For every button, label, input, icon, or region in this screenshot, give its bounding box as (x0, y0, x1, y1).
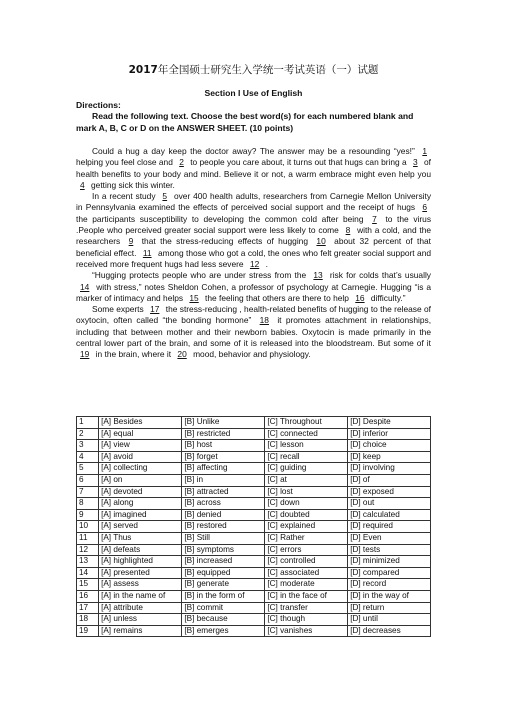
passage-text: “Hugging protects people who are under stress from the (92, 270, 307, 281)
option-row (77, 625, 431, 637)
blank-number: 18 (259, 315, 269, 326)
blank-number: 17 (150, 304, 160, 315)
option-cell: [D] required (348, 521, 431, 533)
blank-number: 19 (80, 349, 90, 360)
passage-text: In a recent study (92, 191, 156, 202)
options-table (76, 416, 431, 637)
option-cell: [A] devoted (99, 486, 182, 498)
passage-text: . (265, 258, 268, 269)
option-row (77, 451, 431, 463)
option-cell: [C] lesson (265, 440, 348, 452)
option-cell: [D] compared (348, 567, 431, 579)
passage-paragraph (76, 270, 431, 304)
option-cell: [D] keep (348, 451, 431, 463)
option-cell: [A] attribute (99, 602, 182, 614)
passage-text: that the stress-reducing effects of hugging (141, 236, 308, 247)
option-row (77, 521, 431, 533)
option-row (77, 602, 431, 614)
option-cell: [C] Rather (265, 532, 348, 544)
option-cell: [C] doubted (265, 509, 348, 521)
option-cell: [A] defeats (99, 544, 182, 556)
option-cell: [A] equal (99, 428, 182, 440)
option-cell: [C] explained (265, 521, 348, 533)
option-row (77, 440, 431, 452)
question-number: 8 (77, 498, 99, 510)
question-number: 12 (77, 544, 99, 556)
option-row (77, 567, 431, 579)
option-cell: [B] denied (182, 509, 265, 521)
passage-text: about 32 percent of that beneficial effect. (76, 236, 432, 258)
option-cell: [B] Still (182, 532, 265, 544)
option-cell: [B] host (182, 440, 265, 452)
option-cell: [C] Throughout (265, 417, 348, 429)
option-cell: [B] forget (182, 451, 265, 463)
option-cell: [B] generate (182, 579, 265, 591)
option-row (77, 556, 431, 568)
passage-text: to people you care about, it turns out that hugs can bring a (190, 157, 407, 168)
blank-number: 6 (422, 202, 427, 213)
option-cell: [C] down (265, 498, 348, 510)
passage-text: it promotes attachment in relationships, including that between mother and their newborn babies. Oxytocin is made primarily in the central lower part of the brain, and some of it is released into the bloodstream. But some of it (76, 315, 432, 349)
option-cell: [C] vanishes (265, 625, 348, 637)
blank-number: 9 (128, 236, 134, 247)
option-cell: [D] minimized (348, 556, 431, 568)
option-cell: [D] involving (348, 463, 431, 475)
passage-paragraph (76, 191, 431, 270)
question-number: 7 (77, 486, 99, 498)
passage-text: among those who got a cold, the ones who felt greater social support and received more frequent hugs had less severe (76, 247, 432, 269)
option-cell: [C] guiding (265, 463, 348, 475)
option-row (77, 590, 431, 602)
passage-text: helping you feel close and (76, 157, 173, 168)
blank-number: 20 (177, 349, 187, 360)
blank-number: 3 (413, 157, 418, 168)
option-cell: [A] along (99, 498, 182, 510)
option-row (77, 509, 431, 521)
question-number: 19 (77, 625, 99, 637)
directions-text: Read the following text. Choose the best word(s) for each numbered blank and mark A, B, C or D on the ANSWER SHEET. (10 points) (76, 111, 414, 133)
option-cell: [B] equipped (182, 567, 265, 579)
option-cell: [B] restored (182, 521, 265, 533)
option-cell: [B] across (182, 498, 265, 510)
option-cell: [C] lost (265, 486, 348, 498)
option-cell: [D] calculated (348, 509, 431, 521)
option-row (77, 463, 431, 475)
option-cell: [D] until (348, 614, 431, 626)
option-cell: [D] exposed (348, 486, 431, 498)
blank-number: 12 (249, 258, 260, 269)
passage-text: getting sick this winter. (91, 179, 175, 190)
option-cell: [D] out (348, 498, 431, 510)
passage-paragraph (76, 304, 431, 360)
passage-paragraph (76, 146, 431, 191)
option-cell: [D] decreases (348, 625, 431, 637)
blank-number: 11 (142, 247, 152, 258)
option-cell: [C] in the face of (265, 590, 348, 602)
option-cell: [D] tests (348, 544, 431, 556)
option-cell: [B] Unlike (182, 417, 265, 429)
passage-text: risk for colds that’s usually (329, 270, 431, 281)
option-cell: [D] in the way of (348, 590, 431, 602)
passage-text: with a cold, and the researchers (76, 225, 432, 247)
option-cell: [A] assess (99, 579, 182, 591)
title-year: 2017 (128, 64, 158, 76)
question-number: 16 (77, 590, 99, 602)
question-number: 1 (77, 417, 99, 429)
question-number: 14 (77, 567, 99, 579)
option-cell: [A] avoid (99, 451, 182, 463)
passage-text: Could a hug a day keep the doctor away? The answer may be a resounding “yes!” (92, 146, 415, 156)
option-cell: [C] errors (265, 544, 348, 556)
question-number: 4 (77, 451, 99, 463)
option-cell: [B] in the form of (182, 590, 265, 602)
blank-number: 2 (179, 157, 184, 168)
option-cell: [A] Besides (99, 417, 182, 429)
blank-number: 16 (355, 292, 365, 303)
option-cell: [D] choice (348, 440, 431, 452)
option-cell: [D] Even (348, 532, 431, 544)
question-number: 2 (77, 428, 99, 440)
passage-text: to the virus .People who perceived greater social support were less likely to come (76, 213, 432, 236)
option-cell: [D] Despite (348, 417, 431, 429)
option-row (77, 498, 431, 510)
option-cell: [A] unless (99, 614, 182, 626)
option-cell: [D] record (348, 579, 431, 591)
option-cell: [B] symptoms (182, 544, 265, 556)
option-cell: [A] served (99, 521, 182, 533)
question-number: 3 (77, 440, 99, 452)
question-number: 18 (77, 614, 99, 626)
option-row (77, 428, 431, 440)
question-number: 15 (77, 579, 99, 591)
option-cell: [C] recall (265, 451, 348, 463)
option-cell: [C] moderate (265, 579, 348, 591)
question-number: 9 (77, 509, 99, 521)
exam-title (76, 62, 431, 77)
blank-number: 5 (162, 191, 168, 202)
option-cell: [A] in the name of (99, 590, 182, 602)
blank-number: 4 (80, 179, 85, 190)
option-cell: [C] controlled (265, 556, 348, 568)
option-cell: [B] in (182, 474, 265, 486)
option-cell: [A] imagined (99, 509, 182, 521)
directions-heading: Directions: (76, 100, 121, 110)
option-row (77, 486, 431, 498)
option-row (77, 417, 431, 429)
option-cell: [B] because (182, 614, 265, 626)
blank-number: 13 (313, 270, 323, 281)
option-cell: [A] highlighted (99, 556, 182, 568)
option-cell: [B] restricted (182, 428, 265, 440)
option-row (77, 579, 431, 591)
section-heading: Section I Use of English (204, 88, 303, 98)
question-number: 6 (77, 474, 99, 486)
option-cell: [D] of (348, 474, 431, 486)
blank-number: 14 (80, 281, 90, 292)
passage-text: Some experts (92, 304, 144, 315)
option-cell: [B] emerges (182, 625, 265, 637)
option-cell: [B] commit (182, 602, 265, 614)
option-cell: [B] attracted (182, 486, 265, 498)
question-number: 17 (77, 602, 99, 614)
blank-number: 10 (316, 236, 326, 247)
blank-number: 15 (189, 292, 199, 303)
question-number: 10 (77, 521, 99, 533)
option-cell: [A] remains (99, 625, 182, 637)
question-number: 11 (77, 532, 99, 544)
blank-number: 7 (372, 213, 377, 224)
cloze-passage (76, 146, 431, 361)
option-cell: [C] at (265, 474, 348, 486)
option-row (77, 614, 431, 626)
title-text: 年全国硕士研究生入学统一考试英语（一）试题 (157, 64, 379, 76)
option-row (77, 544, 431, 556)
option-cell: [C] transfer (265, 602, 348, 614)
blank-number: 1 (422, 146, 427, 156)
option-cell: [A] presented (99, 567, 182, 579)
passage-text: the feeling that others are there to help (205, 292, 349, 303)
option-row (77, 474, 431, 486)
question-number: 5 (77, 463, 99, 475)
option-cell: [C] connected (265, 428, 348, 440)
option-cell: [D] inferior (348, 428, 431, 440)
question-number: 13 (77, 556, 99, 568)
option-cell: [A] on (99, 474, 182, 486)
option-cell: [C] associated (265, 567, 348, 579)
option-cell: [A] collecting (99, 463, 182, 475)
passage-text: of health benefits to your body and mind. Believe it or not, a warm embrace might even help you (76, 157, 432, 179)
passage-text: over 400 health adults, researchers from Carnegie Mellon University in Pennsylvania examined the effects of perceived social support and the receipt of hugs (76, 191, 432, 213)
option-cell: [A] Thus (99, 532, 182, 544)
option-cell: [C] though (265, 614, 348, 626)
passage-text: the participants susceptibility to developing the common cold after being (76, 213, 364, 224)
option-cell: [D] return (348, 602, 431, 614)
option-cell: [B] affecting (182, 463, 265, 475)
option-cell: [A] view (99, 440, 182, 452)
passage-text: the stress-reducing , health-related benefits of hugging to the release of oxytocin, often called “the bonding hormone” (76, 304, 431, 326)
passage-text: in the brain, where it (95, 349, 172, 360)
passage-text: difficulty.” (370, 292, 406, 303)
blank-number: 8 (345, 225, 351, 236)
passage-text: mood, behavior and physiology. (193, 349, 311, 360)
passage-text: with stress,” notes Sheldon Cohen, a professor of psychology at Carnegie. Hugging “is a marker of intimacy and helps (76, 281, 431, 303)
option-row (77, 532, 431, 544)
option-cell: [B] increased (182, 556, 265, 568)
